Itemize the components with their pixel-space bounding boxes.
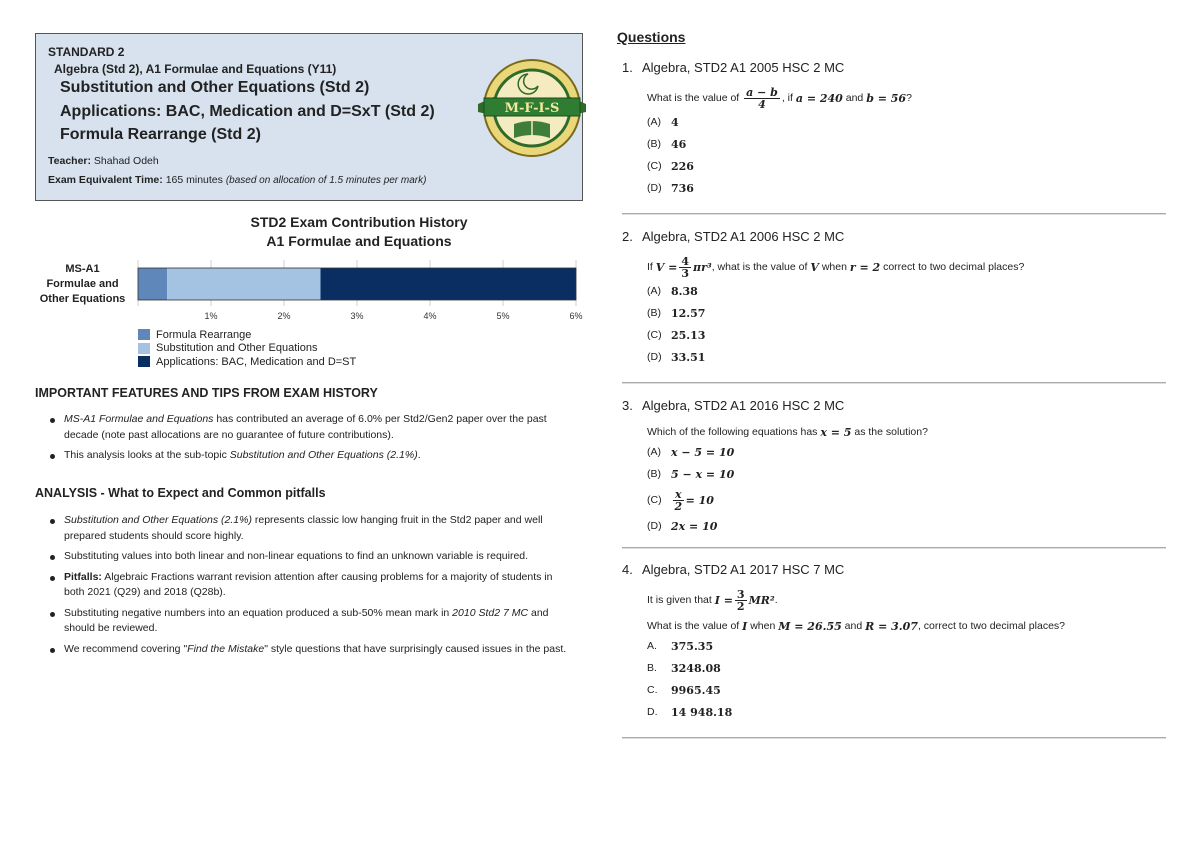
- x-tick-label: 2%: [277, 311, 291, 321]
- text: Algebraic Fractions warrant revision attention after causing problems for a majority of students in both 2021 (Q29) and 2018 (Q28b).: [64, 570, 553, 598]
- option-value: 46: [671, 137, 687, 151]
- question-title: [622, 60, 1167, 75]
- exam-time-label: Exam Equivalent Time:: [48, 174, 163, 186]
- option-label: D.: [647, 706, 658, 718]
- text: " style questions that have surprisingly caused issues in the past.: [264, 642, 567, 655]
- teacher-label: Teacher:: [48, 155, 91, 167]
- topic-title-2: Applications: BAC, Medication and D=SxT (Std 2): [60, 103, 435, 120]
- math: V =: [655, 260, 678, 274]
- chart-category-line-1: MS-A1: [65, 263, 100, 275]
- legend-item-applications: [138, 355, 356, 369]
- option-label: (B): [647, 307, 661, 319]
- emphasis: MS-A1 Formulae and Equations: [64, 413, 214, 425]
- questions-heading: Questions: [617, 29, 686, 45]
- option-label: (C): [647, 494, 662, 506]
- legend-swatch: [138, 356, 150, 367]
- text: correct to two decimal places?: [883, 261, 1025, 273]
- exam-time-line: [48, 174, 426, 186]
- option-label: (D): [647, 351, 662, 363]
- option-b[interactable]: [647, 133, 1167, 155]
- option-value: 33.51: [671, 350, 706, 364]
- option-value: 14 948.18: [671, 705, 733, 719]
- option-b[interactable]: [647, 657, 1167, 679]
- course-label: Algebra (Std 2), A1 Formulae and Equations (Y11): [54, 62, 337, 76]
- tips-heading: IMPORTANT FEATURES AND TIPS FROM EXAM HISTORY: [35, 386, 378, 400]
- question-title-text: Algebra, STD2 A1 2017 HSC 7 MC: [642, 562, 845, 577]
- chart-legend: [138, 328, 356, 369]
- chart-category-line-3: Other Equations: [39, 293, 126, 305]
- option-label: (B): [647, 468, 661, 480]
- legend-swatch: [138, 343, 150, 354]
- text: Substituting negative numbers into an equation produced a sub-50% mean mark in: [64, 606, 453, 619]
- legend-item-formula-rearrange: [138, 328, 356, 342]
- list-item: [44, 606, 574, 637]
- option-label: (C): [647, 329, 662, 341]
- question-number: 3.: [622, 398, 633, 413]
- text: as the solution?: [854, 426, 928, 438]
- option-label: (B): [647, 138, 661, 150]
- math: R = 3.07: [865, 619, 918, 633]
- option-b[interactable]: [647, 302, 1167, 324]
- legend-swatch: [138, 329, 150, 340]
- question-stem-2: [647, 617, 1167, 635]
- text: This analysis looks at the sub-topic: [64, 449, 230, 461]
- option-d[interactable]: [647, 177, 1167, 199]
- option-value: 5 − x = 10: [671, 467, 735, 481]
- question-title-text: Algebra, STD2 A1 2016 HSC 2 MC: [642, 398, 845, 413]
- chart-subtitle: A1 Formulae and Equations: [266, 233, 452, 249]
- option-value: 9965.45: [671, 683, 721, 697]
- math: πr³: [693, 260, 712, 274]
- question-4: [622, 562, 1167, 723]
- list-item: [44, 448, 574, 464]
- analysis-list: [44, 513, 574, 662]
- bar-segment-2: [167, 268, 320, 300]
- text: .: [774, 594, 778, 606]
- legend-item-substitution: [138, 342, 356, 356]
- question-3: [622, 398, 1167, 537]
- question-1: [622, 60, 1167, 199]
- option-label: (D): [647, 182, 662, 194]
- text: We recommend covering ": [64, 642, 188, 655]
- option-value: = 10: [685, 493, 714, 507]
- math: MR²: [748, 593, 775, 607]
- x-tick-label: 6%: [569, 311, 583, 321]
- text: .: [417, 449, 421, 461]
- denominator: 4: [758, 97, 766, 111]
- list-item: [44, 570, 574, 601]
- numerator: 3: [736, 587, 745, 601]
- x-tick-label: 4%: [423, 311, 437, 321]
- fraction: [673, 489, 684, 512]
- text: has contributed an average of 6.0% per Std2/Gen2 paper over the past decade (note past allocations are no guarantee of future contributions).: [64, 413, 547, 441]
- divider: [622, 382, 1166, 384]
- legend-label: Applications: BAC, Medication and D=ST: [156, 355, 357, 368]
- divider: [622, 547, 1166, 549]
- math: r = 2: [849, 260, 881, 274]
- option-d[interactable]: [647, 701, 1167, 723]
- fraction: [735, 589, 747, 612]
- text: If: [647, 261, 653, 273]
- legend-label: Substitution and Other Equations: [156, 342, 318, 355]
- option-b[interactable]: [647, 463, 1167, 485]
- math: I =: [714, 593, 733, 607]
- denominator: 2: [736, 599, 745, 613]
- divider: [622, 213, 1166, 215]
- teacher-name: Shahad Odeh: [93, 155, 159, 167]
- option-a[interactable]: [647, 280, 1167, 302]
- bar-segment-3: [321, 268, 577, 300]
- text: ?: [906, 92, 912, 104]
- text: , what is the value of: [711, 261, 808, 273]
- question-stem-1: [647, 587, 1167, 613]
- text: and: [844, 620, 863, 632]
- option-value: x − 5 = 10: [671, 445, 735, 459]
- numerator: x: [675, 487, 682, 501]
- question-title-text: Algebra, STD2 A1 2005 HSC 2 MC: [642, 60, 845, 75]
- math: M = 26.55: [778, 619, 842, 633]
- list-item: [44, 642, 574, 658]
- logo-text: M-F-I-S: [504, 101, 560, 116]
- list-item: [44, 513, 574, 544]
- text: and should be reviewed.: [64, 606, 549, 634]
- option-label: (A): [647, 285, 661, 297]
- option-value: 736: [671, 181, 694, 195]
- question-stem: [647, 254, 1167, 280]
- standard-label: STANDARD 2: [48, 45, 125, 59]
- math: V: [810, 260, 819, 274]
- text: , if: [781, 92, 793, 104]
- text: What is the value of: [647, 620, 740, 632]
- option-label: (A): [647, 446, 661, 458]
- option-c[interactable]: [647, 485, 1167, 515]
- option-a[interactable]: [647, 111, 1167, 133]
- school-logo-icon: [476, 52, 588, 164]
- option-value: 2x = 10: [671, 519, 718, 533]
- option-value: 226: [671, 159, 694, 173]
- math: I: [742, 619, 748, 633]
- text: and: [845, 92, 864, 104]
- question-2: [622, 229, 1167, 368]
- bar-segment-1: [138, 268, 167, 300]
- option-label: B.: [647, 662, 657, 674]
- emphasis: Find the Mistake: [187, 642, 265, 655]
- tips-list: [44, 412, 574, 469]
- chart-title: STD2 Exam Contribution History: [250, 214, 468, 230]
- emphasis: Pitfalls:: [64, 570, 102, 583]
- option-c[interactable]: [647, 155, 1167, 177]
- teacher-line: [48, 155, 159, 167]
- numerator: 4: [681, 254, 690, 268]
- option-d[interactable]: [647, 346, 1167, 368]
- option-value: 375.35: [671, 639, 714, 653]
- math: a = 240: [795, 91, 843, 105]
- option-label: (C): [647, 160, 662, 172]
- text: Substituting values into both linear and non-linear equations to find an unknown variable is required.: [64, 550, 529, 562]
- chart-category-label: [30, 262, 135, 307]
- x-tick-label: 1%: [204, 311, 218, 321]
- text: when: [750, 620, 776, 632]
- question-title: [622, 229, 1167, 244]
- list-item: [44, 412, 574, 443]
- text: What is the value of: [647, 92, 740, 104]
- denominator: 2: [674, 499, 683, 513]
- x-tick-label: 5%: [496, 311, 510, 321]
- question-stem: [647, 423, 1167, 441]
- topic-title-1: Substitution and Other Equations (Std 2): [60, 79, 370, 96]
- question-title: [622, 398, 1167, 413]
- emphasis: 2010 Std2 7 MC: [452, 606, 529, 619]
- question-stem: [647, 85, 1167, 111]
- option-value: 3248.08: [671, 661, 721, 675]
- text: represents classic low hanging fruit in the Std2 paper and well prepared students should score highly.: [64, 514, 543, 542]
- option-label: A.: [647, 640, 657, 652]
- option-c[interactable]: [647, 679, 1167, 701]
- text: when: [821, 261, 847, 273]
- x-tick-label: 3%: [350, 311, 364, 321]
- question-number: 2.: [622, 229, 633, 244]
- numerator: a − b: [746, 85, 778, 99]
- chart-category-line-2: Formulae and: [46, 278, 119, 290]
- fraction: [679, 256, 691, 279]
- exam-time-value: 165 minutes: [165, 174, 223, 186]
- divider: [622, 737, 1166, 739]
- question-number: 1.: [622, 60, 633, 75]
- option-label: (D): [647, 520, 662, 532]
- math: b = 56: [866, 91, 907, 105]
- question-number: 4.: [622, 562, 633, 577]
- option-d[interactable]: [647, 515, 1167, 537]
- denominator: 3: [681, 266, 690, 280]
- option-c[interactable]: [647, 324, 1167, 346]
- option-value: 12.57: [671, 306, 706, 320]
- header-card: [35, 33, 583, 201]
- text: It is given that: [647, 594, 712, 606]
- question-title-text: Algebra, STD2 A1 2006 HSC 2 MC: [642, 229, 845, 244]
- option-label: C.: [647, 684, 658, 696]
- topic-title-3: Formula Rearrange (Std 2): [60, 126, 261, 143]
- option-label: (A): [647, 116, 661, 128]
- list-item: [44, 549, 574, 565]
- exam-time-note: (based on allocation of 1.5 minutes per mark): [225, 175, 427, 186]
- legend-label: Formula Rearrange: [156, 328, 252, 341]
- option-value: 25.13: [671, 328, 706, 342]
- option-a[interactable]: [647, 441, 1167, 463]
- option-a[interactable]: [647, 635, 1167, 657]
- text: Which of the following equations has: [647, 426, 818, 438]
- fraction: [744, 87, 780, 110]
- option-value: 4: [671, 115, 679, 129]
- contribution-bar-chart: [130, 258, 590, 328]
- math: x = 5: [820, 425, 852, 439]
- text: , correct to two decimal places?: [917, 620, 1065, 632]
- emphasis: Substitution and Other Equations (2.1%): [229, 449, 418, 461]
- option-value: 8.38: [671, 284, 698, 298]
- analysis-heading: ANALYSIS - What to Expect and Common pitfalls: [35, 486, 326, 500]
- question-title: [622, 562, 1167, 577]
- emphasis: Substitution and Other Equations (2.1%): [64, 514, 252, 526]
